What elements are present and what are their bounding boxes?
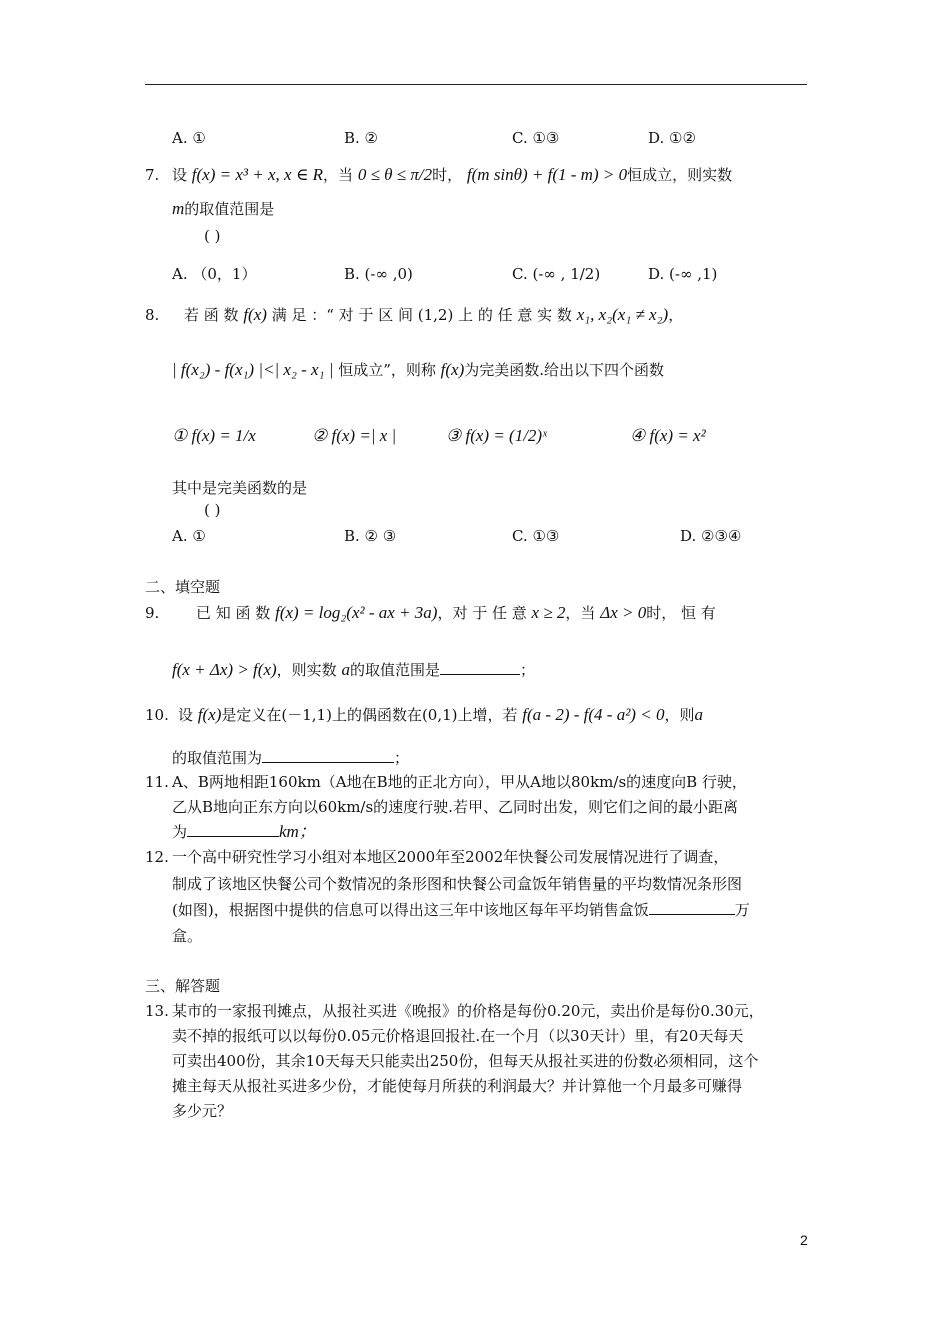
q13-line4: 摊主每天从报社买进多少份，才能使每月所获的利润最大？并计算他一个月最多可赚得: [172, 1077, 743, 1095]
q9-line1: [196, 603, 716, 623]
q9-answer-blank: [440, 660, 520, 675]
q7-option-a: A. （0，1）: [172, 265, 257, 283]
q8-text: 若 函 数: [184, 306, 239, 324]
q9-text: 已 知 函 数: [196, 604, 271, 622]
q7-line1: [172, 165, 732, 185]
q6-option-a: A. ①: [172, 129, 206, 147]
q10-fx: f(x): [197, 705, 222, 724]
q7-line2: [172, 199, 274, 219]
q11-number: 11.: [145, 773, 169, 791]
q8-line1: [184, 305, 683, 325]
q9-text: ，当: [565, 604, 596, 622]
q9-text: ，则实数: [276, 661, 337, 679]
q6-option-b: B. ②: [344, 129, 379, 147]
q11-line2: 乙从B地向正东方向以60km/s的速度行驶.若甲、乙同时出发，则它们之间的最小距离: [172, 798, 738, 816]
q12-line3: [172, 900, 750, 920]
q7-text: 恒成立，则实数: [627, 166, 733, 184]
q12-line1: 一个高中研究性学习小组对本地区2000年至2002年快餐公司发展情况进行了调查，: [172, 848, 729, 866]
q8-answer-paren: ( ): [204, 501, 221, 519]
q11-line3: [172, 822, 316, 842]
q12-text: (如图)，根据图中提供的信息可以得出这三年中该地区每年平均销售盒饭: [172, 901, 649, 919]
q12-number: 12.: [145, 848, 169, 866]
q11-unit: km；: [279, 822, 316, 841]
q10-text: 是定义在(－1,1)上的偶函数在(0,1)上增，若: [221, 706, 518, 724]
q9-text: ；: [519, 661, 535, 679]
q12-line2: 制成了该地区快餐公司个数情况的条形图和快餐公司盒饭年销售量的平均数情况条形图: [172, 875, 743, 893]
q9-text: ，对 于 任 意: [437, 604, 527, 622]
q8-function-1: ① f(x) = 1/x: [172, 426, 256, 445]
q8-option-d: D. ②③④: [680, 527, 742, 545]
q9-text: 时， 恒 有: [646, 604, 716, 622]
q7-answer-paren: ( ): [204, 227, 221, 245]
q12-line4: 盒。: [172, 927, 203, 945]
q8-line2: [172, 360, 664, 380]
q8-function-2: ② f(x) =| x |: [312, 426, 397, 445]
q10-inequality: f(a - 2) - f(4 - a²) < 0: [522, 705, 665, 724]
q9-number: 9.: [145, 604, 160, 622]
q10-text: 的取值范围为: [172, 749, 263, 767]
q8-number: 8.: [145, 306, 160, 324]
q11-text: 为: [172, 823, 188, 841]
q7-text: 时，: [432, 166, 463, 184]
q7-theta-range: 0 ≤ θ ≤ π/2: [357, 165, 433, 184]
q9-condition: x ≥ 2: [531, 603, 566, 622]
q9-delta: Δx > 0: [600, 603, 647, 622]
q12-text: 万: [734, 901, 750, 919]
q9-line2: [172, 660, 535, 680]
q10-text: ；: [394, 749, 410, 767]
section-2-title: 二、填空题: [145, 578, 221, 596]
q7-variable: m: [172, 199, 185, 218]
q10-answer-blank: [262, 748, 394, 763]
q13-line3: 可卖出400份，其余10天每天只能卖出250份，但每天从报社买进的份数必须相同，这个: [172, 1052, 759, 1070]
q8-inequality: | f(x₂) - f(x₁) |<| x₂ - x₁ |: [172, 360, 334, 379]
q8-option-b: B. ② ③: [344, 527, 397, 545]
q13-line2: 卖不掉的报纸可以以每份0.05元价格退回报社.在一个月（以30天计）里，有20天每天: [172, 1027, 744, 1045]
q8-function-4: ④ f(x) = x²: [630, 426, 706, 445]
q7-option-d: D. (-∞ ,1): [648, 265, 718, 283]
q13-line5: 多少元？: [172, 1102, 233, 1120]
page-number: 2: [800, 1232, 808, 1248]
q7-option-b: B. (-∞ ,0): [344, 265, 413, 283]
q12-answer-blank: [649, 900, 735, 915]
q9-function: f(x) = log₂(x² - ax + 3a): [275, 603, 438, 622]
q10-line1: [178, 705, 703, 725]
q10-text: ，则: [664, 706, 695, 724]
q9-text: 的取值范围是: [349, 661, 440, 679]
q8-question: 其中是完美函数的是: [172, 479, 308, 497]
q10-line2: [172, 748, 409, 768]
q8-function-3: ③ f(x) = (1/2)ˣ: [446, 426, 547, 445]
q7-text: ，当: [323, 166, 354, 184]
q9-inequality: f(x + Δx) > f(x): [172, 660, 277, 679]
q11-answer-blank: [187, 822, 279, 837]
q10-number: 10.: [145, 706, 169, 724]
q7-function: f(x) = x³ + x, x ∈ R: [191, 165, 324, 184]
q6-option-d: D. ①②: [648, 129, 696, 147]
q8-fx: f(x): [243, 305, 267, 324]
q10-variable: a: [694, 705, 703, 724]
q9-variable: a: [341, 660, 350, 679]
q11-line1: A、B两地相距160km（A地在B地的正北方向），甲从A地以80km/s的速度向B 行驶，: [172, 773, 747, 791]
q7-inequality: f(m sinθ) + f(1 - m) > 0: [466, 165, 628, 184]
q7-text: 设: [172, 166, 188, 184]
header-rule: [145, 84, 807, 85]
q6-option-c: C. ①③: [512, 129, 560, 147]
q7-option-c: C. (-∞ , 1/2): [512, 265, 601, 283]
q8-xs: x₁, x₂(x₁ ≠ x₂): [576, 305, 669, 324]
q8-text: ，: [668, 306, 684, 324]
q8-option-c: C. ①③: [512, 527, 560, 545]
q8-text: 满 足 ：“ 对 于 区 间 (1,2) 上 的 任 意 实 数: [271, 306, 572, 324]
q7-number: 7.: [145, 166, 160, 184]
q7-text: 的取值范围是: [184, 200, 275, 218]
q10-text: 设: [178, 706, 194, 724]
q8-text: 为完美函数.给出以下四个函数: [464, 361, 665, 379]
q8-option-a: A. ①: [172, 527, 206, 545]
q13-number: 13.: [145, 1002, 169, 1020]
section-3-title: 三、解答题: [145, 977, 221, 995]
q8-text: 恒成立”，则称: [338, 361, 436, 379]
q8-fx: f(x): [440, 360, 465, 379]
q13-line1: 某市的一家报刊摊点，从报社买进《晚报》的价格是每份0.20元，卖出价是每份0.30元，: [172, 1002, 764, 1020]
